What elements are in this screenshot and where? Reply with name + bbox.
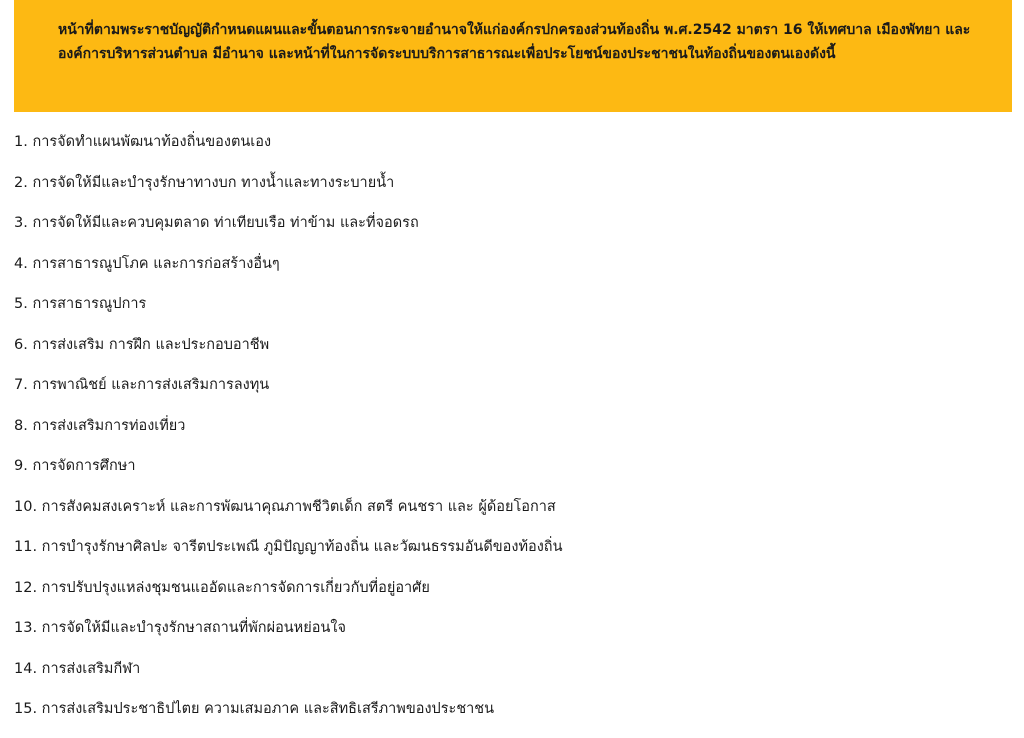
list-item: 8. การส่งเสริมการท่องเที่ยว bbox=[14, 417, 186, 434]
banner-text: หน้าที่ตามพระราชบัญญัติกำหนดแผนและขั้นตอนการกระจายอำนาจให้แก่องค์กรปกครองส่วนท้องถิ่น พ.ศ.2542 มาตรา 16 ให้เทศบาล เมืองพัทยา และองค์การบริหารส่วนตำบล มีอำนาจ และหน้าที่ในการจัดระบบบริการสาธารณะเพื่อประโยชน์ของประชาชนในท้องถิ่นของตนเองดังนี้ bbox=[58, 22, 971, 62]
list-item: 11. การบำรุงรักษาศิลปะ จารีตประเพณี ภูมิปัญญาท้องถิ่น และวัฒนธรรมอันดีของท้องถิ่น bbox=[14, 539, 563, 555]
list-item: 13. การจัดให้มีและบำรุงรักษาสถานที่พักผ่อนหย่อนใจ bbox=[14, 620, 346, 636]
list-item: 4. การสาธารณูปโภค และการก่อสร้างอื่นๆ bbox=[14, 255, 280, 272]
list-item: 7. การพาณิชย์ และการส่งเสริมการลงทุน bbox=[14, 377, 270, 393]
list-item: 1. การจัดทำแผนพัฒนาท้องถิ่นของตนเอง bbox=[14, 134, 272, 150]
list-item: 6. การส่งเสริม การฝึก และประกอบอาชีพ bbox=[14, 336, 270, 353]
list-item: 10. การสังคมสงเคราะห์ และการพัฒนาคุณภาพชีวิตเด็ก สตรี คนชรา และ ผู้ด้อยโอกาส bbox=[14, 498, 556, 515]
duties-list bbox=[14, 130, 1012, 738]
list-item: 2. การจัดให้มีและบำรุงรักษาทางบก ทางน้ำและทางระบายน้ำ bbox=[14, 174, 395, 191]
list-item: 12. การปรับปรุงแหล่งชุมชนแออัดและการจัดการเกี่ยวกับที่อยู่อาศัย bbox=[14, 579, 430, 596]
list-item: 5. การสาธารณูปการ bbox=[14, 296, 147, 312]
list-item: 15. การส่งเสริมประชาธิปไตย ความเสมอภาค และสิทธิเสรีภาพของประชาชน bbox=[14, 701, 495, 717]
list-item: 14. การส่งเสริมกีฬา bbox=[14, 660, 141, 677]
highlight-banner bbox=[14, 0, 1012, 112]
list-item: 3. การจัดให้มีและควบคุมตลาด ท่าเทียบเรือ ท่าข้าม และที่จอดรถ bbox=[14, 215, 419, 231]
list-item: 9. การจัดการศึกษา bbox=[14, 458, 136, 474]
